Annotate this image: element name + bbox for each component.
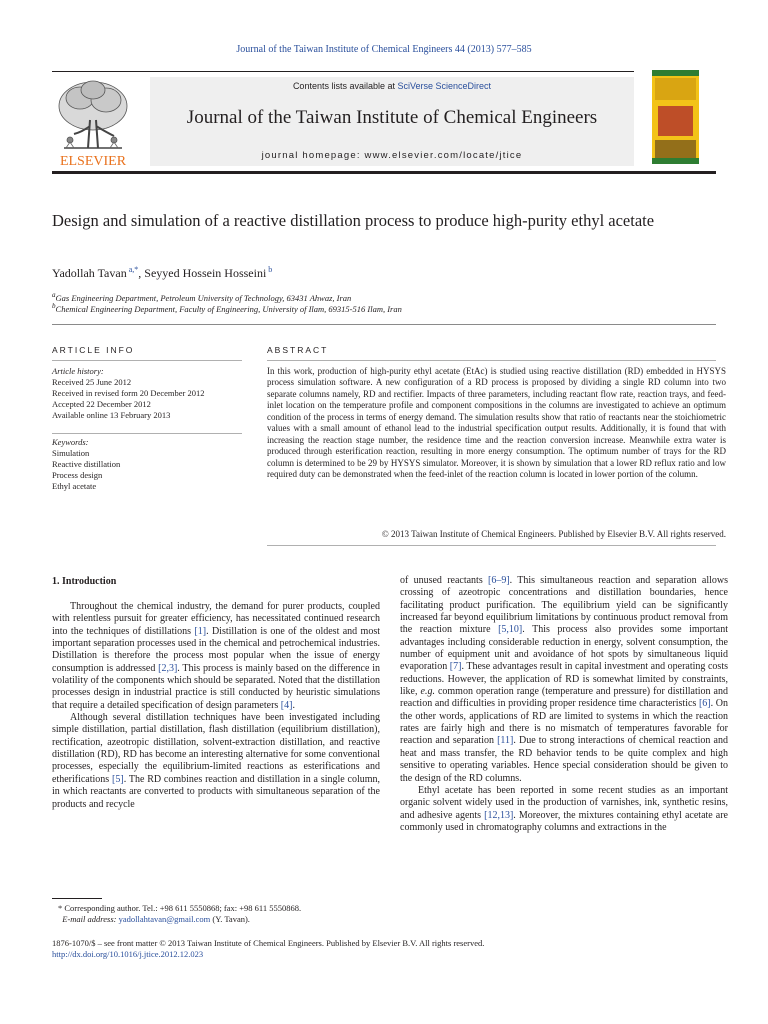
header-rule-bottom: [52, 171, 716, 174]
citation-link[interactable]: [5]: [112, 773, 124, 785]
keyword-item: Ethyl acetate: [52, 481, 97, 491]
section-heading-introduction: 1. Introduction: [52, 576, 117, 587]
affiliation-text: Chemical Engineering Department, Faculty of Engineering, University of Ilam, 69315-516 Ilam, Iran: [55, 303, 402, 314]
text-run: . This process also provides some important advantages including considerable reduction in energy, solvent consumption, the number of equipment unit and avoidance of hot spots by simultaneous liquid evaporation: [400, 624, 729, 673]
affiliation-b: [52, 302, 402, 314]
footer-issn: 1876-1070/$ – see front matter © 2013 Taiwan Institute of Chemical Engineers. Published by Elsevier B.V. All rights reserved.: [52, 938, 485, 948]
history-revised: Received in revised form 20 December 2012: [52, 388, 205, 398]
title-rule: [52, 324, 716, 325]
doi-link[interactable]: http://dx.doi.org/10.1016/j.jtice.2012.12.023: [52, 949, 204, 959]
author-list: [52, 265, 272, 281]
history-online: Available online 13 February 2013: [52, 410, 171, 420]
body-column-left: [52, 601, 380, 811]
footnote-rule: [52, 898, 102, 899]
history-label: Article history:: [52, 366, 104, 376]
abstract-copyright: © 2013 Taiwan Institute of Chemical Engineers. Published by Elsevier B.V. All rights reserved.: [381, 529, 726, 539]
contents-line: [150, 81, 634, 91]
text-run: Throughout the chemical industry, the demand for purer products, coupled with relentless pursuit for greater efficiency, has necessitated continued research into the techniques of distillations: [52, 601, 380, 637]
paragraph: [400, 575, 728, 785]
citation-link[interactable]: [1]: [194, 625, 207, 637]
affiliation-mark: a: [52, 291, 56, 299]
footnote-line: [58, 903, 388, 914]
keywords-rule: [52, 433, 242, 434]
text-run: . These advantages result in capital investment and operating costs reductions. However, the application of RD is somewhat limited by constraints, like,: [400, 661, 728, 698]
text-run: . The RD combines reaction and distillation in a single column, in which reactants are converted to products with simultaneous separation of the products and recycle: [52, 773, 380, 810]
text-run: . This process is mainly based on the difference in volatility of the components which should be separated. Noted that the distillation processes design in industrial practice is still conducted by heuristic simulations that require a detailed specification of design parameters: [52, 662, 380, 711]
text-run: . Moreover, the mixtures containing ethyl acetate are commonly used in chromatography columns and extractions in the: [400, 809, 728, 833]
article-info-rule: [52, 360, 242, 361]
article-title: Design and simulation of a reactive distillation process to produce high-purity ethyl acetate: [52, 211, 655, 230]
text-run: . On the other words, applications of RD are limited to systems in which the reaction rates are fairly high and there is no mismatch of temperatures favorable for reaction and separation: [400, 698, 728, 747]
text-run: common operation range (temperature and pressure) for distillation and reaction and difficulties in providing proper residence time characteristics: [400, 686, 728, 710]
text-run: . Due to strong interactions of chemical reaction and heat and mass transfer, the RD behavior tends to be quite complex and high sensitive to operating variables. Hence special consideration should be given to the design of the RD columns.: [400, 735, 728, 784]
author-separator: ,: [138, 266, 145, 280]
affiliation-mark: b: [52, 302, 56, 310]
paragraph: [52, 712, 380, 811]
affiliation-text: Gas Engineering Department, Petroleum University of Technology, 63431 Ahwaz, Iran: [55, 292, 352, 303]
citation-link[interactable]: [7]: [449, 661, 462, 673]
email-suffix: (Y. Tavan).: [210, 914, 250, 924]
history-received: Received 25 June 2012: [52, 377, 132, 387]
citation-link[interactable]: [6–9]: [488, 575, 510, 586]
text-run: Ethyl acetate has been reported in some recent studies as an important organic solvent widely used in the production of varnishes, ink, synthetic resins, and adhesive agents: [400, 784, 728, 821]
footnote: [58, 903, 388, 925]
citation-link[interactable]: [11]: [497, 735, 514, 747]
elsevier-logo[interactable]: [52, 76, 134, 168]
journal-cover-icon: [652, 70, 699, 164]
keywords: [52, 437, 252, 492]
contents-prefix: Contents lists available at: [292, 81, 398, 91]
paragraph: [52, 601, 380, 712]
abstract-text: In this work, production of high-purity ethyl acetate (EtAc) is studied using reactive distillation (RD) embedded in HYSYS process simulation software. A new configuration of a RD process is proposed by dividing a single RD column into two separate columns namely, RD and rectifier. Impacts of three parameters, including reactant flow rate, reaction trays, and feed-inlet location on the temperature profile and component compositions in the columns are investigated to achieve an optimum condition of the process in terms of energy demand. The simulation results show that ratio of reactants near the stoichiometric values with a small amount of ethanol lead to the industrial specification output results. Additionally, it is found that with increasing the reaction stage number, the residence time and the reaction conversion increase. Meanwhile extra water is produced through esterification reaction, resulting in more energy consumption. The optimum number of trays for the RD column is determined to be 29 by HYSYS simulator. Moreover, it is shown by simulation that a lower RD reflux ratio and low required duty can be demonstrated when the feed-inlet of the reaction column is located in lower portion of the column.: [267, 366, 726, 480]
email-link[interactable]: yadollahtavan@gmail.com: [118, 914, 211, 924]
text-run: of unused reactants: [400, 575, 488, 586]
keyword-item: Simulation: [52, 448, 90, 458]
journal-cover-image[interactable]: [652, 70, 699, 164]
abstract-heading: ABSTRACT: [267, 345, 329, 355]
history-accepted: Accepted 22 December 2012: [52, 399, 151, 409]
keyword-item: Reactive distillation: [52, 459, 121, 469]
citation-link[interactable]: [2,3]: [158, 662, 178, 674]
author-affiliation-mark[interactable]: b: [266, 265, 273, 274]
abstract-rule: [267, 360, 716, 361]
paragraph: [400, 785, 728, 834]
homepage-url-link[interactable]: www.elsevier.com/locate/jtice: [364, 150, 523, 161]
citation-link[interactable]: [4]: [280, 699, 293, 711]
text-run: Although several distillation techniques have been investigated including simple distillation, partial distillation, flash distillation (equilibrium distillation), rectification, azeotropic distillation, solvent-extraction distillation, and reactive distillation (RD), RD has become an interesting alternative for some conventional processes, especially the equilibrium-limited reactions as esterifications and etherifications: [52, 712, 380, 785]
text-run: e.g.: [420, 686, 435, 698]
footnote-mark: *: [58, 903, 63, 913]
abstract-rule-bottom: [267, 545, 716, 546]
footnote-contact: Corresponding author. Tel.: +98 611 5550868; fax: +98 611 5550868.: [62, 903, 302, 913]
keywords-label: Keywords:: [52, 437, 89, 447]
text-run: . This simultaneous reaction and separation allows crossing of azeotropic concentrations and distillation boundaries, hence facilitating product purification. The equilibrium yield can be significantly increased far beyond equilibrium limitations by continuous product removal from the reaction mixture: [400, 575, 728, 636]
header-rule-top: [52, 71, 634, 72]
article-info-heading: ARTICLE INFO: [52, 345, 135, 355]
keyword-item: Process design: [52, 470, 103, 480]
homepage-prefix: journal homepage:: [261, 150, 365, 161]
text-run: . Distillation is one of the oldest and most important separation processes used in the chemical and petrochemical industries. Distillation is therefore the process most popular when the issue of energy consumption is addressed: [52, 625, 380, 674]
citation-link[interactable]: [12,13]: [484, 809, 514, 821]
elsevier-wordmark: ELSEVIER: [59, 154, 127, 168]
article-history: [52, 366, 252, 421]
sciencedirect-link[interactable]: SciVerse ScienceDirect: [397, 81, 492, 91]
journal-reference-link[interactable]: Journal of the Taiwan Institute of Chemical Engineers 44 (2013) 577–585: [236, 44, 532, 55]
author-name: Seyyed Hossein Hosseini: [144, 266, 267, 280]
journal-header-panel: [150, 77, 634, 166]
footnote-line: [58, 914, 388, 925]
citation-link[interactable]: [5,10]: [498, 624, 523, 636]
citation-link[interactable]: [6]: [698, 698, 711, 710]
homepage-line: [150, 150, 634, 161]
body-column-right: [400, 575, 728, 834]
author-affiliation-mark[interactable]: a,*: [126, 265, 139, 274]
elsevier-tree-icon: [52, 76, 134, 168]
email-label: E-mail address:: [62, 914, 119, 924]
text-run: .: [292, 699, 295, 711]
author-name: Yadollah Tavan: [52, 266, 127, 280]
journal-title: Journal of the Taiwan Institute of Chemical Engineers: [186, 107, 598, 128]
